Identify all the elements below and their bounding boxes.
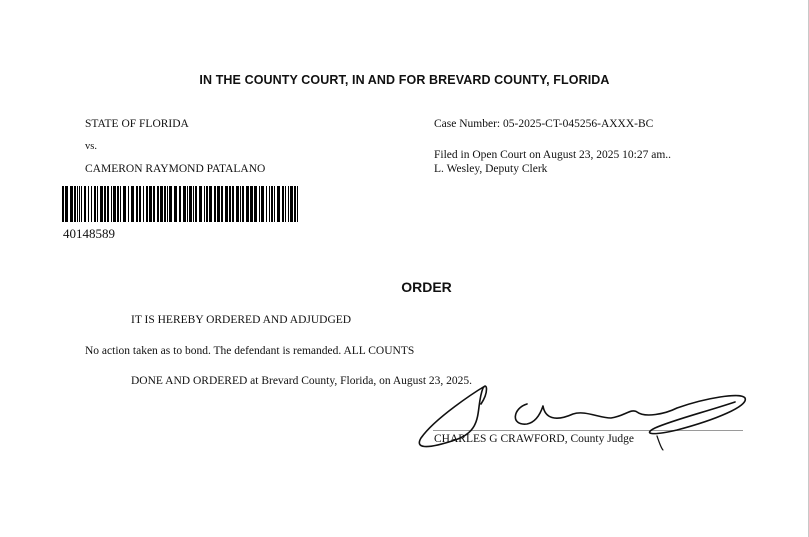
plaintiff-name: STATE OF FLORIDA	[85, 118, 189, 130]
done-ordered-line: DONE AND ORDERED at Brevard County, Florida, on August 23, 2025.	[131, 375, 473, 387]
barcode-icon	[62, 186, 298, 222]
order-heading: ORDER	[401, 279, 452, 295]
barcode-number: 40148589	[63, 226, 115, 241]
versus-label: vs.	[85, 141, 97, 152]
case-number: Case Number: 05-2025-CT-045256-AXXX-BC	[434, 118, 654, 130]
defendant-name: CAMERON RAYMOND PATALANO	[85, 163, 266, 175]
filed-line: Filed in Open Court on August 23, 2025 10:27 am..	[434, 149, 672, 161]
clerk-line: L. Wesley, Deputy Clerk	[434, 163, 548, 175]
court-title: IN THE COUNTY COURT, IN AND FOR BREVARD COUNTY, FLORIDA	[199, 73, 610, 87]
judge-signature-line: CHARLES G CRAWFORD, County Judge	[434, 433, 635, 445]
order-body: No action taken as to bond. The defendant is remanded. ALL COUNTS	[85, 345, 415, 357]
ordered-adjudged-line: IT IS HEREBY ORDERED AND ADJUDGED	[131, 314, 352, 326]
